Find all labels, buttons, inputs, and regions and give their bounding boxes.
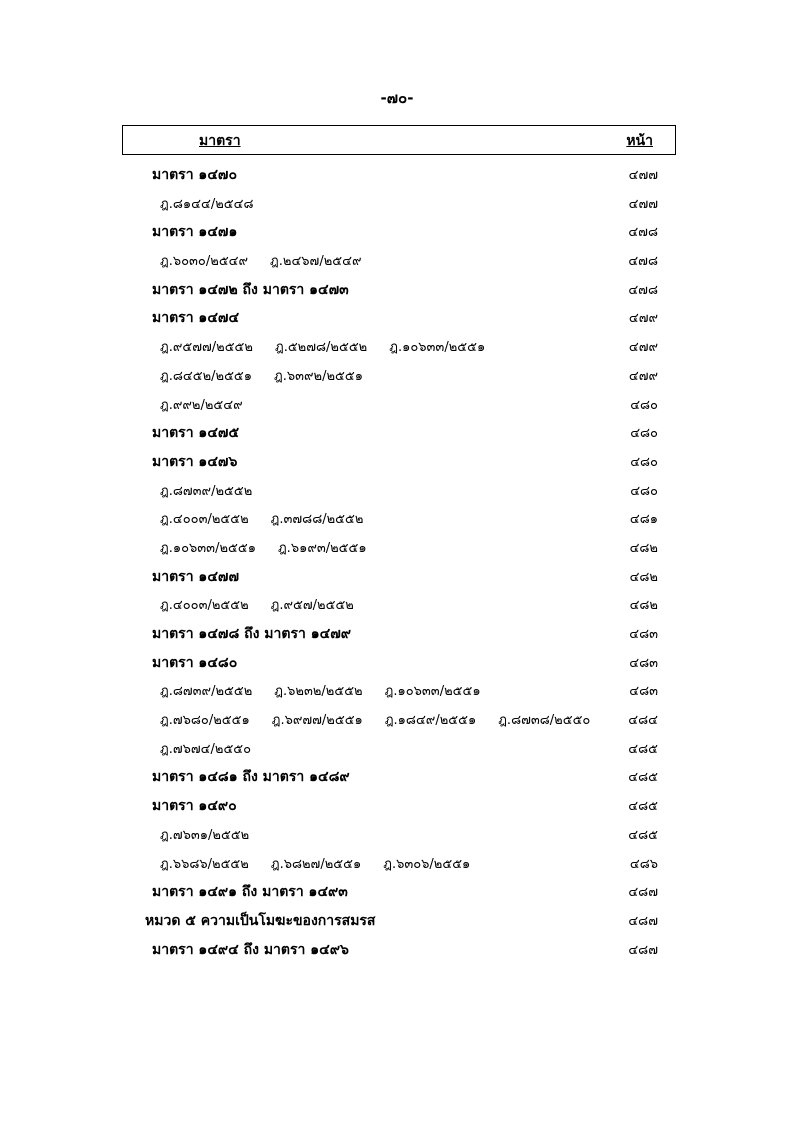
case-reference: ฎ.๖๒๓๒/๒๕๕๒ <box>274 684 363 700</box>
case-reference: ฎ.๔๐๐๓/๒๕๕๒ <box>160 512 249 528</box>
case-reference: ฎ.๑๐๖๓๓/๒๕๕๑ <box>389 340 486 356</box>
case-reference: ฎ.๑๘๔๙/๒๕๕๑ <box>384 713 477 729</box>
page-ref: ๔๗๗ <box>628 196 658 212</box>
case-reference: ฎ.๖๖๘๖/๒๕๕๒ <box>160 856 249 872</box>
section-row <box>0 562 794 591</box>
page-ref: ๔๘๑ <box>629 512 658 528</box>
case-reference: ฎ.๖๑๙๓/๒๕๕๑ <box>277 540 367 556</box>
case-reference: ฎ.๖๓๙๒/๒๕๕๑ <box>274 368 363 384</box>
page-ref: ๔๗๘ <box>628 254 658 270</box>
section-row <box>0 217 794 246</box>
case-reference: ฎ.๗๖๘๐/๒๕๕๑ <box>160 713 250 729</box>
case-reference: ฎ.๘๗๓๙/๒๕๕๒ <box>160 684 253 700</box>
page-ref: ๔๘๐ <box>630 483 658 499</box>
case-references <box>160 508 385 529</box>
page-ref: ๔๘๓ <box>629 627 658 642</box>
section-row <box>0 935 794 964</box>
page-ref: ๔๘๗ <box>628 913 658 929</box>
section-row <box>0 418 794 447</box>
case-list-row <box>0 676 794 705</box>
chapter-title: หมวด ๕ ความเป็นโมฆะของการสมรส <box>145 912 376 929</box>
case-references <box>160 394 265 415</box>
header-page-label: หน้า <box>626 133 653 149</box>
section-title: มาตรา ๑๔๙๑ ถึง มาตรา ๑๔๙๓ <box>152 884 348 901</box>
page-ref: ๔๗๘ <box>628 225 658 241</box>
case-references <box>160 336 507 357</box>
index-header <box>122 125 676 155</box>
page-ref: ๔๗๘ <box>628 282 658 298</box>
section-title: มาตรา ๑๔๙๐ <box>152 798 237 815</box>
section-title: มาตรา ๑๔๙๔ ถึง มาตรา ๑๔๙๖ <box>152 941 349 958</box>
case-reference: ฎ.๖๘๒๗/๒๕๕๑ <box>270 856 362 872</box>
case-list-row <box>0 533 794 562</box>
case-reference: ฎ.๘๔๕๒/๒๕๕๑ <box>160 368 253 384</box>
case-reference: ฎ.๑๐๖๓๓/๒๕๕๑ <box>160 540 256 556</box>
section-row <box>0 303 794 332</box>
case-references <box>160 680 503 701</box>
section-title: มาตรา ๑๔๗๕ <box>152 425 240 442</box>
case-list-row <box>0 820 794 849</box>
section-row <box>0 275 794 304</box>
case-list-row <box>0 246 794 275</box>
case-reference: ฎ.๔๐๐๓/๒๕๕๒ <box>160 598 249 614</box>
case-reference: ฎ.๙๙๒/๒๕๔๙ <box>160 397 243 413</box>
case-reference: ฎ.๑๐๖๓๓/๒๕๕๑ <box>384 684 481 700</box>
section-row <box>0 648 794 677</box>
index-entries <box>0 160 794 963</box>
case-references <box>160 853 492 874</box>
section-title: มาตรา ๑๔๗๑ <box>152 224 238 241</box>
page-ref: ๔๘๕ <box>628 827 658 843</box>
case-reference: ฎ.๙๕๗๗/๒๕๕๒ <box>160 340 253 356</box>
section-title: มาตรา ๑๔๘๐ <box>152 654 238 671</box>
page-ref: ๔๘๕ <box>628 770 658 786</box>
page-ref: ๔๘๔ <box>628 713 658 729</box>
case-reference: ฎ.๒๔๖๗/๒๕๔๙ <box>270 254 362 270</box>
page-ref: ๔๘๕ <box>628 799 658 815</box>
case-list-row <box>0 705 794 734</box>
page-ref: ๔๘๓ <box>629 655 658 671</box>
section-row <box>0 791 794 820</box>
case-reference: ฎ.๖๙๗๗/๒๕๕๑ <box>271 713 363 729</box>
section-title: มาตรา ๑๔๗๖ <box>152 453 238 470</box>
header-section-label: มาตรา <box>199 133 241 149</box>
section-row <box>0 877 794 906</box>
page-ref: ๔๘๓ <box>629 684 658 700</box>
case-references <box>160 480 274 501</box>
page-ref: ๔๘๐ <box>630 454 658 470</box>
chapter-row <box>0 906 794 935</box>
page-ref: ๔๗๗ <box>628 168 658 183</box>
section-title: มาตรา ๑๔๗๐ <box>152 167 237 183</box>
page-ref: ๔๗๙ <box>628 340 658 356</box>
section-title: มาตรา ๑๔๗๒ ถึง มาตรา ๑๔๗๓ <box>152 281 349 298</box>
page-ref: ๔๘๗ <box>628 885 658 901</box>
page-ref: ๔๘๐ <box>630 426 658 442</box>
section-row <box>0 762 794 791</box>
case-list-row <box>0 504 794 533</box>
case-list-row <box>0 590 794 619</box>
case-references <box>160 365 385 386</box>
case-reference: ฎ.๗๖๓๑/๒๕๕๒ <box>160 827 250 843</box>
case-references <box>160 250 383 271</box>
case-list-row <box>0 849 794 878</box>
case-list-row <box>0 476 794 505</box>
page-ref: ๔๘๗ <box>628 942 658 958</box>
page-ref: ๔๘๐ <box>630 397 658 413</box>
section-row <box>0 160 794 189</box>
case-reference: ฎ.๓๗๘๘/๒๕๕๒ <box>270 512 364 528</box>
section-title: มาตรา ๑๔๗๗ <box>152 568 239 585</box>
section-title: มาตรา ๑๔๗๘ ถึง มาตรา ๑๔๗๙ <box>152 626 352 642</box>
page-ref: ๔๘๒ <box>629 540 658 556</box>
page-number: -๗๐- <box>380 89 414 107</box>
case-references <box>160 537 389 558</box>
case-references <box>160 193 275 214</box>
case-reference: ฎ.๘๗๓๘/๒๕๕๐ <box>498 713 591 729</box>
page-ref: ๔๗๙ <box>628 311 658 327</box>
section-title: มาตรา ๑๔๗๔ <box>152 310 240 327</box>
section-row <box>0 447 794 476</box>
case-reference: ฎ.๙๕๗/๒๕๕๒ <box>270 598 354 614</box>
case-list-row <box>0 189 794 218</box>
page-ref: ๔๘๕ <box>628 741 658 757</box>
case-list-row <box>0 361 794 390</box>
page-ref: ๔๘๒ <box>629 569 658 585</box>
page-ref: ๔๘๖ <box>629 856 658 872</box>
case-list-row <box>0 734 794 763</box>
case-references <box>160 594 376 615</box>
case-reference: ฎ.๕๒๗๘/๒๕๕๒ <box>274 340 368 356</box>
case-references <box>160 824 271 845</box>
section-row <box>0 619 794 648</box>
case-list-row <box>0 332 794 361</box>
case-reference: ฎ.๗๖๗๔/๒๕๕๐ <box>160 741 252 757</box>
section-title: มาตรา ๑๔๘๑ ถึง มาตรา ๑๔๘๙ <box>152 769 350 786</box>
case-reference: ฎ.๖๓๐๖/๒๕๕๑ <box>383 856 471 872</box>
case-list-row <box>0 390 794 419</box>
case-reference: ฎ.๘๗๓๙/๒๕๕๒ <box>160 483 253 499</box>
case-references <box>160 738 273 759</box>
page-ref: ๔๗๙ <box>628 368 658 384</box>
page-ref: ๔๘๒ <box>629 598 658 614</box>
case-reference: ฎ.๘๑๔๔/๒๕๔๘ <box>160 196 254 212</box>
case-references <box>160 709 612 730</box>
case-reference: ฎ.๖๐๓๐/๒๕๔๙ <box>160 254 249 270</box>
